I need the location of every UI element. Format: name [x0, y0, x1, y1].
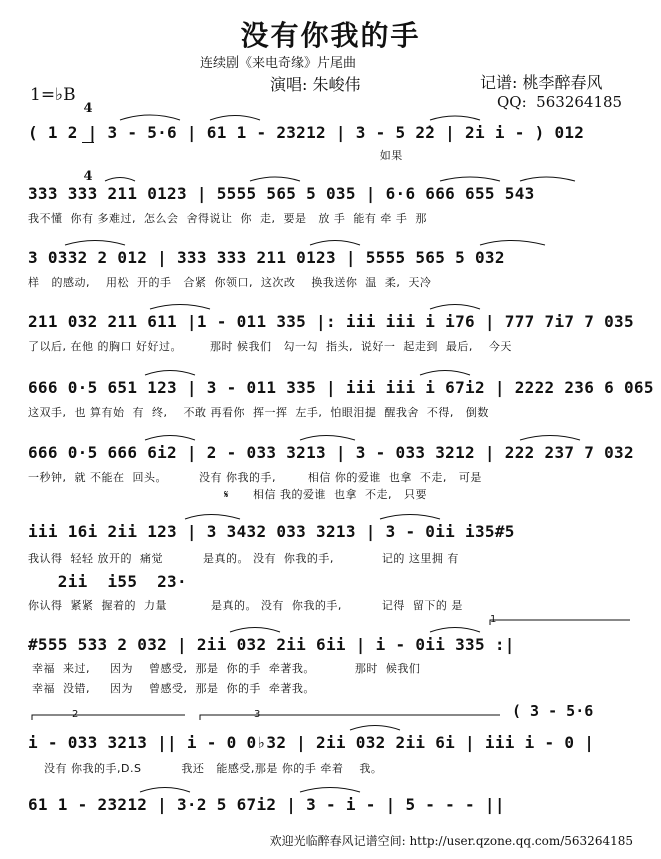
lyric-line: 我不懂 你有 多难过, 怎么会 舍得说让 你 走, 要是 放 手 能有 牵 手 那	[28, 212, 427, 225]
notator-credit: 记谱: 桃李醉春风	[480, 73, 603, 92]
key-signature: 1=♭B	[30, 85, 76, 105]
notation-line: 61 1 - 23212 | 3·2 5 67i2 | 3 - i - | 5 - - - ||	[28, 795, 505, 814]
footer-credit: 欢迎光临醉春风记谱空间: http://user.qzone.qq.com/563264185	[269, 834, 633, 848]
lyric-line: 我认得 轻轻 放开的 痛觉 是真的。 没有 你我的手, 记的 这里拥 有	[28, 552, 459, 565]
intro-repeat-marker: ( 3 - 5·6	[512, 702, 594, 720]
time-signature-top: 4	[83, 101, 93, 116]
song-title: 没有你我的手	[240, 19, 421, 52]
lyric-line-alt: 你认得 紧紧 握着的 力量 是真的。 没有 你我的手, 记得 留下的 是	[28, 599, 463, 612]
notation-line: 211 032 211 611 |1 - 011 335 |: iii iii i i76 | 777 7i7 7 035	[28, 312, 634, 331]
time-signature-divider	[82, 142, 94, 143]
song-subtitle: 连续剧《来电奇缘》片尾曲	[200, 56, 357, 71]
volta-label-3: 3	[254, 709, 261, 720]
lyric-line: 如果	[28, 149, 403, 162]
notation-line: 666 0·5 651 123 | 3 - 011 335 | iii iii i 67i2 | 2222 236 6 065	[28, 378, 654, 397]
lyric-line: 一秒钟, 就 不能在 回头。 没有 你我的手, 相信 你的爱谁 也拿 不走, 可是	[28, 471, 482, 484]
time-signature-bottom: 4	[83, 169, 93, 184]
notation-line: #555 533 2 032 | 2ii 032 2ii 6ii | i - 0ii 335 :|	[28, 635, 515, 654]
lyric-line: 了以后, 在他 的胸口 好好过。 那时 候我们 勾一勾 指头, 说好一 起走到 最后, 今天	[28, 340, 512, 353]
lyric-line: 这双手, 也 算有始 有 终, 不敢 再看你 挥一挥 左手, 怕眼泪提 醒我舍 不得, 倒数	[28, 406, 489, 419]
notation-line: iii 16i 2ii 123 | 3 3432 033 3213 | 3 - 0ii i35#5	[28, 522, 515, 541]
notation-line: ( 1 2 | 3 - 5·6 | 61 1 - 23212 | 3 - 5 2̇2 | 2i i - ) 012	[28, 123, 585, 142]
notation-line: 333 333 211 0123 | 5555 565 5 035 | 6·6 666 655 543	[28, 184, 535, 203]
volta-label-1: 1	[490, 614, 497, 625]
qq-number: QQ: 563264185	[497, 93, 623, 111]
lyric-line: 幸福 来过, 因为 曾感受, 那是 你的手 牵著我。 那时 候我们	[28, 662, 421, 675]
lyric-line-alt: 𝄋 相信 我的爱谁 也拿 不走, 只要	[28, 488, 428, 501]
singer-credit: 演唱: 朱峻伟	[270, 75, 361, 94]
lyric-line: 样 的感动, 用松 开的手 合紧 你领口, 这次改 换我送你 温 柔, 天冷	[28, 276, 432, 289]
volta-label-2: 2	[72, 709, 79, 720]
notation-line-alt: 2ii i55 23·	[28, 572, 187, 591]
notation-line: 666 0·5 666 6i2 | 2 - 033 3213 | 3 - 033 3212 | 222 237 7 032	[28, 443, 634, 462]
lyric-line-alt: 幸福 没错, 因为 曾感受, 那是 你的手 牵著我。	[28, 682, 315, 695]
lyric-line: 没有 你我的手,D.S 我还 能感受,那是 你的手 牵着 我。	[28, 762, 383, 775]
notation-line: 3 0332 2 012 | 333 333 211 0123 | 5555 565 5 032	[28, 248, 505, 267]
notation-line: i - 033 3213 || i - 0 0♭32 | 2ii 032 2ii 6i | iii i - 0 |	[28, 733, 595, 752]
